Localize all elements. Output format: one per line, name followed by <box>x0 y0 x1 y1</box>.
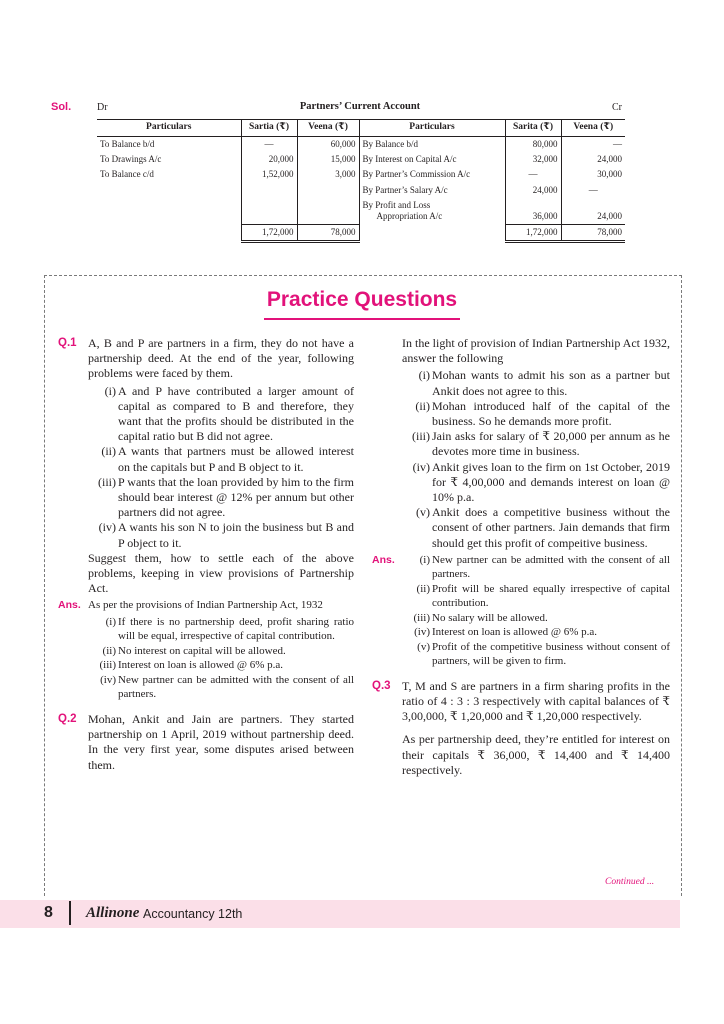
list-item: (i) A and P have contributed a larger amount of capital as compared to B and therefore, they want that the profits should be distributed in the capital ratio but B did not agree. <box>104 383 354 444</box>
question-2-continued <box>372 336 670 551</box>
right-column <box>372 336 670 780</box>
question-2 <box>58 712 354 773</box>
cell <box>359 198 505 225</box>
total-cell: 78,000 <box>297 224 359 241</box>
answer-label: Ans. <box>58 599 81 612</box>
header-sartia-dr: Sartia (₹) <box>241 120 297 137</box>
practice-questions-title: Practice Questions <box>266 288 458 311</box>
total-cell: 1,72,000 <box>505 224 561 241</box>
table-row <box>97 167 625 182</box>
continued-note: Continued ... <box>605 877 655 887</box>
answer-2 <box>372 553 670 669</box>
cell: By Balance b/d <box>359 136 505 152</box>
list-item: (ii) A wants that partners must be allowed interest on the capitals but P and B object to it. <box>101 444 354 474</box>
list-item: (ii) No interest on capital will be allowed. <box>102 644 286 657</box>
page-number: 8 <box>44 904 53 921</box>
title-underline <box>264 318 460 320</box>
table-row <box>97 198 625 225</box>
question-3 <box>372 679 670 778</box>
table-header-row <box>97 120 625 137</box>
footer-divider <box>69 901 71 925</box>
cell: 24,000 <box>505 183 561 198</box>
question-label: Q.1 <box>58 337 77 349</box>
cell: — <box>241 136 297 152</box>
cell: 3,000 <box>297 167 359 182</box>
total-row <box>97 224 625 241</box>
list-item: (iv) New partner can be admitted with the consent of all partners. <box>100 673 354 701</box>
cell <box>297 183 359 198</box>
cell: By Partner’s Commission A/c <box>359 167 505 182</box>
header-particulars-cr: Particulars <box>359 120 505 137</box>
cell: To Balance b/d <box>100 138 155 149</box>
total-cell: 78,000 <box>561 224 625 241</box>
pl-line-1: By Profit and Loss <box>362 199 431 210</box>
credit-label: Cr <box>612 102 622 113</box>
list-item: (i) New partner can be admitted with the consent of all partners. <box>419 553 670 581</box>
cell: 36,000 <box>505 198 561 225</box>
answer-intro: As per the provisions of Indian Partnership Act, 1932 <box>88 599 323 612</box>
question-text: A, B and P are partners in a firm, they do not have a partnership deed. At the end of the year, following problems were faced by them. <box>88 336 354 381</box>
cell: 32,000 <box>505 152 561 167</box>
solution-label: Sol. <box>51 101 72 113</box>
question-label: Q.2 <box>58 712 77 725</box>
question-text: In the light of provision of Indian Partnership Act 1932, answer the following <box>402 336 670 366</box>
header-sarita-cr: Sarita (₹) <box>505 120 561 137</box>
header-veena-cr: Veena (₹) <box>561 120 625 137</box>
cell: To Balance c/d <box>100 169 154 180</box>
cell: 20,000 <box>241 152 297 167</box>
cell: 30,000 <box>561 167 625 182</box>
cell: By Partner’s Salary A/c <box>359 183 505 198</box>
book-title: Accountancy 12th <box>143 907 243 921</box>
pl-line-2: Appropriation A/c <box>376 211 443 222</box>
header-particulars-dr: Particulars <box>97 120 241 137</box>
cell: — <box>505 167 561 182</box>
debit-label: Dr <box>97 102 108 113</box>
list-item: (iv) Interest on loan is allowed @ 6% p.a. <box>414 626 598 639</box>
header-veena-dr: Veena (₹) <box>297 120 359 137</box>
list-item: (i) Mohan wants to admit his son as a partner but Ankit does not agree to this. <box>418 368 670 398</box>
question-closing: Suggest them, how to settle each of the above problems, keeping in view provisions of Partnership Act. <box>88 550 354 596</box>
list-item: (iii) P wants that the loan provided by him to the firm should bear interest @ 12% per annum but other partners did not agree. <box>98 474 354 520</box>
account-title: Partners’ Current Account <box>299 101 421 112</box>
table-row <box>97 136 625 152</box>
cell: — <box>561 183 625 198</box>
list-item: (ii) Profit will be shared equally irrespective of capital contribution. <box>416 582 670 610</box>
brand-logo: Allinone <box>86 905 140 921</box>
list-item: (v) Profit of the competitive business without consent of partners, will be given to firm. <box>417 640 670 668</box>
list-item: (ii) Mohan introduced half of the capital of the business. So he demands more profit. <box>415 398 670 429</box>
answer-1 <box>58 598 354 702</box>
cell: — <box>561 136 625 152</box>
cell: 24,000 <box>561 152 625 167</box>
total-cell: 1,72,000 <box>241 224 297 241</box>
cell: 15,000 <box>297 152 359 167</box>
cell: 80,000 <box>505 136 561 152</box>
list-item: (iv) Ankit gives loan to the firm on 1st October, 2019 for ₹ 4,00,000 and demands interest on loan @ 10% p.a. <box>412 459 670 505</box>
question-text: Mohan, Ankit and Jain are partners. They started partnership on 1 April, 2019 without partnership deed. In the very first year, some disputes arised between them. <box>88 711 354 772</box>
answer-label: Ans. <box>372 553 395 566</box>
cell: By Interest on Capital A/c <box>359 152 505 167</box>
question-1 <box>58 336 354 596</box>
list-item: (iii) Jain asks for salary of ₹ 20,000 per annum as he devotes more time in business. <box>412 429 670 459</box>
cell: 60,000 <box>297 136 359 152</box>
list-item: (v) Ankit does a competitive business without the consent of other partners. Jain demands that firm should get this profit of compeitive business. <box>416 505 670 550</box>
list-item: (iii) Interest on loan is allowed @ 6% p.a. <box>99 659 284 672</box>
list-item: (iii) No salary will be allowed. <box>413 611 548 624</box>
cell: 1,52,000 <box>241 167 297 182</box>
left-column <box>58 336 354 775</box>
table-row <box>97 152 625 167</box>
list-item: (iv) A wants his son N to join the business but B and P object to it. <box>98 520 354 550</box>
current-account-table <box>97 119 625 243</box>
cell <box>97 183 241 198</box>
list-item: (i) If there is no partnership deed, profit sharing ratio will be equal, irrespective of capital contribution. <box>105 615 354 643</box>
question-paragraph: As per partnership deed, they’re entitled for interest on their capitals ₹ 36,000, ₹ 14,400 and ₹ 14,400 respectively. <box>402 732 670 777</box>
table-row <box>97 183 625 198</box>
cell: To Drawings A/c <box>100 154 162 165</box>
question-text: T, M and S are partners in a firm sharing profits in the ratio of 4 : 3 : 3 respectively with capital balances of ₹ 3,00,000, ₹ 1,20,000 and ₹ 1,20,000 respectively. <box>402 678 670 724</box>
question-label: Q.3 <box>372 679 391 692</box>
cell: 24,000 <box>561 198 625 225</box>
cell <box>241 183 297 198</box>
